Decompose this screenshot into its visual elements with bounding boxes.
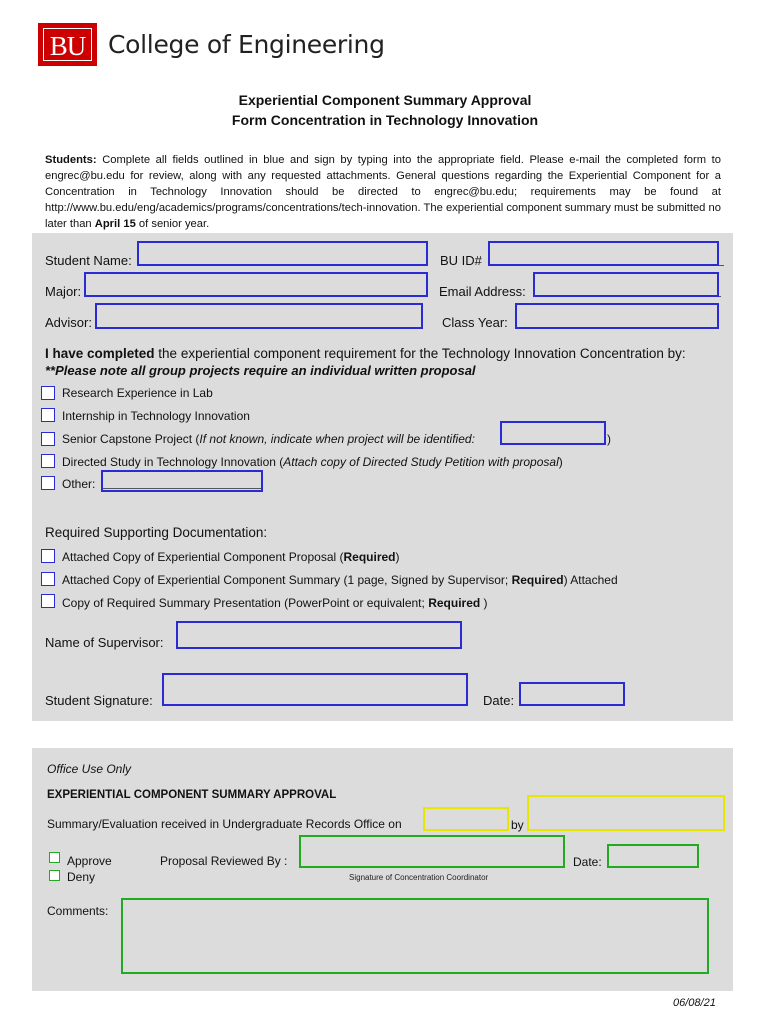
supervisor-label: Name of Supervisor: — [45, 635, 164, 650]
directed-study-checkbox[interactable] — [41, 454, 55, 468]
office-use-heading: Office Use Only — [47, 762, 132, 776]
office-date-field[interactable] — [607, 844, 699, 868]
capstone-label — [62, 432, 475, 446]
instructions-paragraph — [45, 152, 721, 232]
capstone-label-hint: If not known, indicate when project will be identified: — [199, 432, 475, 446]
research-checkbox[interactable] — [41, 386, 55, 400]
deny-label: Deny — [67, 870, 96, 884]
advisor-field[interactable] — [95, 303, 423, 329]
comments-field[interactable] — [121, 898, 709, 974]
presentation-label-text: Copy of Required Summary Presentation (PowerPoint or equivalent; — [62, 596, 429, 610]
received-label: Summary/Evaluation received in Undergraduate Records Office on — [47, 817, 402, 831]
instructions-body: Complete all fields outlined in blue and sign by typing into the appropriate field. Please e-mail the completed form to engrec@bu.edu for review, along with any requested attachments. General questions regarding the Experiential Component for a Concentration in Technology Innovation should be directed to engrec@bu.edu; requirements may be found at http://www.bu.edu/eng/academics/programs/concentrations/tech-innovation. The experiential component summary must be submitted no later than — [45, 154, 721, 230]
documentation-heading: Required Supporting Documentation: — [45, 525, 268, 540]
proposal-required: Required — [343, 550, 396, 564]
presentation-checkbox[interactable] — [41, 594, 55, 608]
summary-checkbox[interactable] — [41, 572, 55, 586]
bu-id-field[interactable] — [488, 241, 719, 266]
reviewed-by-label: Proposal Reviewed By : — [160, 854, 288, 868]
college-name: College of Engineering — [108, 30, 385, 59]
capstone-when-field[interactable] — [500, 421, 606, 445]
instructions-tail: of senior year. — [135, 218, 210, 230]
directed-study-label — [62, 455, 563, 469]
advisor-label: Advisor: — [45, 315, 92, 330]
student-signature-field[interactable] — [162, 673, 468, 706]
coordinator-signature-caption: Signature of Concentration Coordinator — [349, 873, 489, 882]
class-year-label: Class Year: — [442, 315, 508, 330]
coordinator-signature-field[interactable] — [299, 835, 565, 868]
form-title-line1: Experiential Component Summary Approval — [238, 92, 532, 108]
student-date-label: Date: — [483, 693, 515, 708]
major-field[interactable] — [84, 272, 428, 297]
bu-logo — [38, 23, 97, 66]
other-checkbox[interactable] — [41, 476, 55, 490]
summary-label — [62, 573, 618, 587]
completion-lead: I have completed — [45, 346, 155, 361]
approve-checkbox[interactable] — [49, 852, 60, 863]
bu-logo-text: BU — [43, 28, 92, 61]
presentation-label — [62, 596, 488, 610]
instructions-deadline: April 15 — [94, 218, 136, 230]
major-label: Major: — [45, 284, 82, 299]
email-label: Email Address: — [439, 284, 526, 299]
internship-checkbox[interactable] — [41, 408, 55, 422]
proposal-checkbox[interactable] — [41, 549, 55, 563]
capstone-close: ) — [607, 432, 611, 446]
received-by-label: by — [511, 818, 524, 832]
capstone-checkbox[interactable] — [41, 432, 55, 446]
class-year-field[interactable] — [515, 303, 719, 329]
summary-label-close: ) Attached — [563, 573, 618, 587]
deny-checkbox[interactable] — [49, 870, 60, 881]
directed-study-close: ) — [558, 455, 563, 469]
email-field[interactable] — [533, 272, 719, 297]
group-project-note: **Please note all group projects require an individual written proposal — [45, 363, 476, 378]
approval-title: EXPERIENTIAL COMPONENT SUMMARY APPROVAL — [47, 789, 337, 801]
other-field[interactable] — [101, 470, 263, 492]
internship-label: Internship in Technology Innovation — [62, 409, 250, 423]
presentation-label-close: ) — [480, 596, 488, 610]
other-label: Other: — [62, 477, 96, 491]
form-title-line2: Form Concentration in Technology Innovation — [231, 112, 539, 128]
form-revision-date: 06/08/21 — [673, 997, 716, 1009]
presentation-required: Required — [428, 596, 481, 610]
capstone-label-text: Senior Capstone Project ( — [62, 432, 200, 446]
supervisor-field[interactable] — [176, 621, 462, 649]
completion-statement — [45, 346, 686, 361]
directed-study-label-hint: Attach copy of Directed Study Petition with proposal — [283, 455, 559, 469]
received-by-field[interactable] — [527, 795, 725, 831]
comments-label: Comments: — [47, 904, 109, 918]
received-date-field[interactable] — [423, 807, 509, 831]
proposal-label-text: Attached Copy of Experiential Component Proposal ( — [62, 550, 344, 564]
summary-label-text: Attached Copy of Experiential Component Summary (1 page, Signed by Supervisor; — [62, 573, 512, 587]
proposal-label-close: ) — [395, 550, 400, 564]
completion-text: the experiential component requirement for the Technology Innovation Concentration by: — [154, 346, 686, 361]
approve-label: Approve — [67, 854, 112, 868]
student-name-label: Student Name: — [45, 253, 132, 268]
summary-required: Required — [511, 573, 564, 587]
bu-id-label: BU ID# — [440, 253, 482, 268]
student-name-field[interactable] — [137, 241, 428, 266]
research-label: Research Experience in Lab — [62, 386, 213, 400]
directed-study-label-text: Directed Study in Technology Innovation ( — [62, 455, 284, 469]
proposal-label — [62, 550, 400, 564]
signature-label: Student Signature: — [45, 693, 153, 708]
instructions-lead: Students: — [45, 154, 97, 166]
student-date-field[interactable] — [519, 682, 625, 706]
office-date-label: Date: — [573, 855, 602, 869]
